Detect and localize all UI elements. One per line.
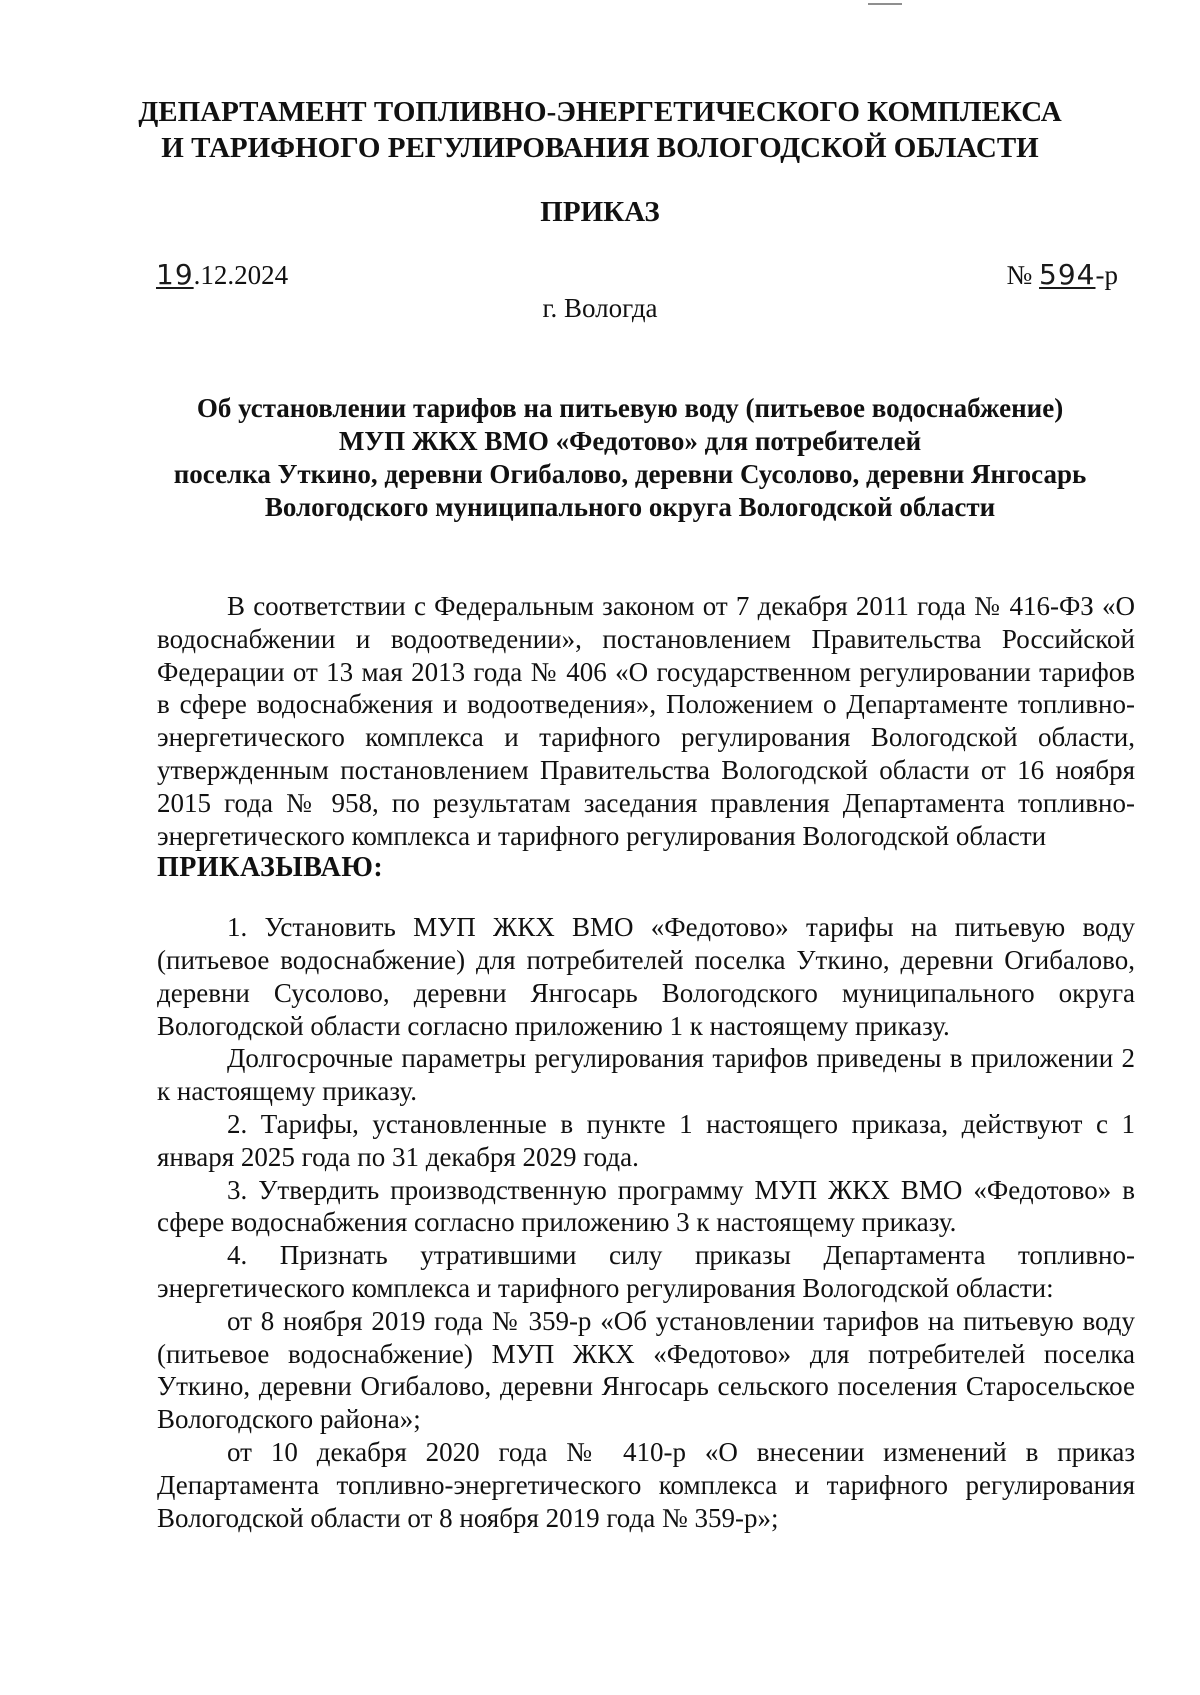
date-handwritten-day: 19 [156,258,194,291]
date-printed-rest: .12.2024 [193,260,289,290]
subject-line: Вологодского муниципального округа Вологодской области [264,492,996,522]
item-paragraph: от 10 декабря 2020 года № 410-р «О внесении изменений в приказ Департамента топливно-энергетического комплекса и тарифного регулирования Вологодской области от 8 ноября 2019 года № 359-р»; [157,1436,1135,1533]
item-paragraph: 4. Признать утратившими силу приказы Департамента топливно-энергетического комплекса и тарифного регулирования Вологодской области: [157,1240,1135,1303]
item-paragraph: от 8 ноября 2019 года № 359-р «Об установлении тарифов на питьевую воду (питьевое водоснабжение) МУП ЖКХ «Федотово» для потребителей поселка Уткино, деревни Огибалово, деревни Янгосарь сельского поселения Старосельское Вологодского района»; [157,1305,1135,1435]
decree-word: ПРИКАЗЫВАЮ: [157,852,384,884]
subject-line: МУП ЖКХ ВМО «Федотово» для потребителей [338,426,922,456]
item-paragraph: 2. Тарифы, установленные в пункте 1 настоящего приказа, действуют с 1 января 2025 года по 31 декабря 2029 года. [157,1108,1135,1172]
subject-line: Об установлении тарифов на питьевую воду (питьевое водоснабжение) [196,393,1064,423]
order-date [156,258,288,291]
department-line-1: ДЕПАРТАМЕНТ ТОПЛИВНО-ЭНЕРГЕТИЧЕСКОГО КОМПЛЕКСА [138,96,1062,128]
city-line: г. Вологда [542,293,658,323]
subject-line: поселка Уткино, деревни Огибалово, деревни Сусолово, деревни Янгосарь [173,459,1087,489]
scan-artifact [868,0,902,5]
number-handwritten: 594 [1039,258,1096,291]
preamble-paragraph: В соответствии с Федеральным законом от 7 декабря 2011 года № 416-ФЗ «О водоснабжении и водоотведении», постановлением Правительства Российской Федерации от 13 мая 2013 года № 406 «О государственном регулировании тарифов в сфере водоснабжения и водоотведения», Положением о Департаменте топливно-энергетического комплекса и тарифного регулирования Вологодской области, утвержденным постановлением Правительства Вологодской области от 16 ноября 2015 года № 958, по результатам заседания правления Департамента топливно-энергетического комплекса и тарифного регулирования Вологодской области [157,591,1135,851]
item-paragraph: 1. Установить МУП ЖКХ ВМО «Федотово» тарифы на питьевую воду (питьевое водоснабжение) для потребителей поселка Уткино, деревни Огибалово, деревни Сусолово, деревни Янгосарь Вологодского муниципального округа Вологодской области согласно приложению 1 к настоящему приказу. [157,912,1135,1041]
item-paragraph: 3. Утвердить производственную программу МУП ЖКХ ВМО «Федотово» в сфере водоснабжения согласно приложению 3 к настоящему приказу. [157,1174,1135,1238]
order-body [157,590,1135,1534]
department-header [0,94,1200,166]
order-number [1007,258,1118,291]
number-prefix: № [1006,260,1033,290]
order-title: ПРИКАЗ [540,196,660,228]
order-subject [130,392,1130,524]
department-line-2: И ТАРИФНОГО РЕГУЛИРОВАНИЯ ВОЛОГОДСКОЙ ОБЛАСТИ [161,132,1039,164]
item-paragraph: Долгосрочные параметры регулирования тарифов приведены в приложении 2 к настоящему приказу. [157,1043,1135,1107]
number-suffix: -р [1095,260,1118,290]
